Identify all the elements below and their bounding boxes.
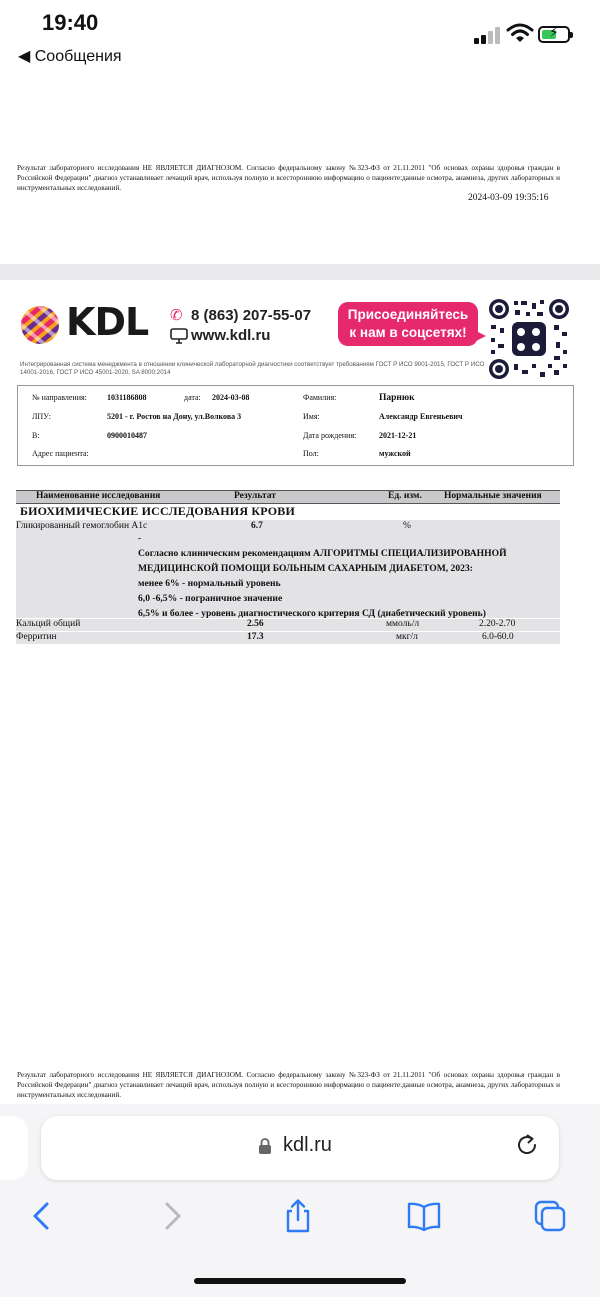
kdl-logo-icon <box>20 305 60 345</box>
referral-value: 1031186808 <box>107 393 147 402</box>
a1c-note-dash: - <box>138 534 142 544</box>
social-promo-banner[interactable] <box>338 302 478 346</box>
website-link[interactable]: www.kdl.ru <box>191 327 271 344</box>
lock-icon <box>258 1137 272 1155</box>
kdl-logo: KDL <box>66 300 149 344</box>
row-a1c-result: 6.7 <box>251 521 263 531</box>
bookmarks-icon[interactable] <box>406 1198 442 1234</box>
phone-number[interactable]: 8 (863) 207-55-07 <box>191 307 312 324</box>
page1-timestamp: 2024-03-09 19:35:16 <box>468 193 549 203</box>
lpu-label: ЛПУ: <box>32 412 51 421</box>
table-row <box>16 632 560 644</box>
promo-pointer <box>474 330 486 342</box>
date-value: 2024-03-08 <box>212 393 250 402</box>
sex-value: мужской <box>379 449 411 458</box>
note-line: МЕДИЦИНСКОЙ ПОМОЩИ БОЛЬНЫМ САХАРНЫМ ДИАБЕТОМ, 2023: <box>138 563 473 574</box>
row-ferritin-result: 17.3 <box>247 632 264 642</box>
page1-disclaimer: Результат лабораторного исследования НЕ ЯВЛЯЕТСЯ ДИАГНОЗОМ. Согласно федеральному закону №323-ФЗ от 21.11.2011 "Об основах охраны здоровья граждан в Российской Федерации" диагноз устанавливает лечащий врач, используя полную и всестороннюю информацию о пациенте:данные осмотра, анамнеза, других лабораторных и инструментальных исследований. <box>17 164 560 192</box>
section-title: БИОХИМИЧЕСКИЕ ИССЛЕДОВАНИЯ КРОВИ <box>20 504 296 518</box>
dob-value: 2021-12-21 <box>379 431 417 440</box>
row-ferritin-name: Ферритин <box>16 632 57 642</box>
surname-label: Фамилия: <box>303 393 337 402</box>
row-calcium-name: Кальций общий <box>16 619 81 629</box>
row-calcium-norm: 2.20-2.70 <box>479 619 516 629</box>
share-icon[interactable] <box>280 1198 316 1234</box>
v-label: В: <box>32 431 40 440</box>
referral-label: № направления: <box>32 393 87 402</box>
header-result: Результат <box>234 491 276 501</box>
note-line: Согласно клиническим рекомендациям АЛГОРИТМЫ СПЕЦИАЛИЗИРОВАННОЙ <box>138 548 507 559</box>
patient-info-box <box>17 385 574 466</box>
surname-value: Парнюк <box>379 393 415 403</box>
monitor-icon <box>170 328 188 344</box>
battery-charging-icon: ⚡ <box>538 26 570 43</box>
header-test-name: Наименование исследования <box>36 491 161 501</box>
row-ferritin-norm: 6.0-60.0 <box>482 632 514 642</box>
v-value: 0900010487 <box>107 431 147 440</box>
name-value: Александр Евгеньевич <box>379 412 463 421</box>
sex-label: Пол: <box>303 449 319 458</box>
header-norm: Нормальные значения <box>444 491 542 501</box>
note-line: 6,0 -6,5% - пограничное значение <box>138 593 283 604</box>
previous-tab-preview[interactable] <box>0 1116 28 1180</box>
note-line: менее 6% - нормальный уровень <box>138 578 281 589</box>
a1c-recommendation-note <box>138 546 507 621</box>
row-calcium-unit: ммоль/л <box>386 619 420 629</box>
reload-icon[interactable] <box>514 1132 540 1158</box>
address-label: Адрес пациента: <box>32 449 89 458</box>
row-ferritin-unit: мкг/л <box>396 632 418 642</box>
status-time: 19:40 <box>42 10 99 35</box>
header-unit: Ед. изм. <box>388 491 422 501</box>
url-text[interactable]: kdl.ru <box>283 1134 332 1156</box>
lpu-value: 5201 - г. Ростов на Дону, ул.Волкова 3 <box>107 412 242 421</box>
home-indicator[interactable] <box>194 1278 406 1284</box>
row-calcium-result: 2.56 <box>247 619 264 629</box>
promo-line-1: Присоединяйтесь <box>347 307 469 322</box>
tabs-icon[interactable] <box>532 1198 568 1234</box>
iso-certification-text: Интегрированная система менеджмента в отношении клинической лабораторной диагностики соответствует требованиям ГОСТ Р ИСО 9001-2015, ГОСТ Р ИСО 14001-2016, ГОСТ Р ИСО 45001-2020, SA 8000:2014 <box>20 361 485 376</box>
phone-icon: ✆ <box>170 306 183 324</box>
page2-disclaimer: Результат лабораторного исследования НЕ ЯВЛЯЕТСЯ ДИАГНОЗОМ. Согласно федеральному закону №323-ФЗ от 21.11.2011 "Об основах охраны здоровья граждан в Российской Федерации" диагноз устанавливает лечащий врач, используя полную и всестороннюю информацию о пациенте:данные осмотра, анамнеза, других лабораторных и инструментальных исследований. <box>17 1071 560 1099</box>
note-line: 6,5% и более - уровень диагностического критерия СД (диабетический уровень) <box>138 608 486 619</box>
row-a1c-unit: % <box>403 521 411 531</box>
wifi-icon <box>506 22 534 44</box>
promo-line-2: к нам в соцсетях! <box>349 325 467 340</box>
qr-code-icon[interactable] <box>488 298 570 380</box>
cellular-signal-icon <box>474 26 502 44</box>
name-label: Имя: <box>303 412 320 421</box>
dob-label: Дата рождения: <box>303 431 357 440</box>
results-table-header <box>16 490 560 504</box>
date-label: дата: <box>184 393 201 402</box>
forward-icon[interactable] <box>154 1198 190 1234</box>
back-icon[interactable] <box>24 1198 60 1234</box>
back-to-messages-link[interactable]: ◀ Сообщения <box>18 48 122 65</box>
row-a1c-name: Гликированный гемоглобин A1c <box>16 521 148 531</box>
